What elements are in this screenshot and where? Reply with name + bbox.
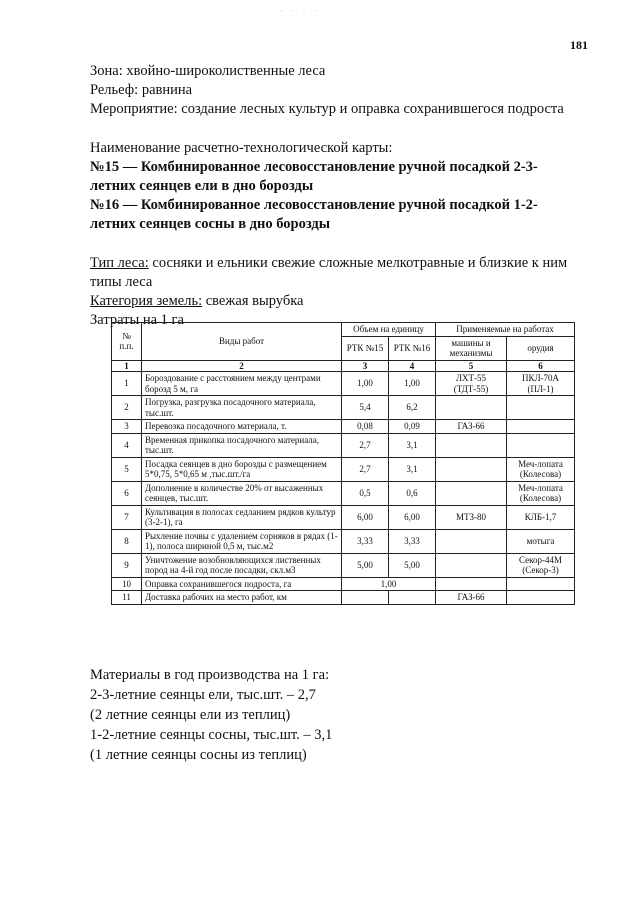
merged-volume-value: 1,00	[342, 577, 436, 591]
table-row	[112, 457, 575, 481]
machine	[436, 433, 507, 457]
work-name: Дополнение в количестве 20% от высаженных сеянцев, тыс.шт.	[142, 481, 342, 505]
work-name: Культивация в полосах седланием рядков культур (3-2-1), га	[142, 505, 342, 529]
col-number-header: № п.п.	[112, 323, 142, 361]
machine: ЛХТ-55 (ТДТ-55)	[436, 372, 507, 396]
machine	[436, 396, 507, 420]
index-cell: 4	[389, 360, 436, 372]
materials-line: 1-2-летние сеянцы сосны, тыс.шт. – 3,1	[90, 727, 333, 743]
works-table-wrapper	[111, 322, 574, 605]
row-number: 3	[112, 420, 142, 434]
index-cell: 3	[342, 360, 389, 372]
work-name: Перевозка посадочного материала, т.	[142, 420, 342, 434]
work-name: Посадка сеянцев в дно борозды с размещением 5*0,75, 5*0,65 м ,тыс.шт./га	[142, 457, 342, 481]
card16-line1: №16 — Комбинированное лесовосстановление ручной посадкой 1-2-	[90, 197, 538, 213]
row-number: 4	[112, 433, 142, 457]
table-row	[112, 529, 575, 553]
rtk16-value: 0,6	[389, 481, 436, 505]
work-name: Уничтожение возобновляющихся лиственных пород на 4-й год после посадки, скл.м3	[142, 553, 342, 577]
row-number: 8	[112, 529, 142, 553]
rtk15-value: 6,00	[342, 505, 389, 529]
machine	[436, 553, 507, 577]
row-number: 6	[112, 481, 142, 505]
work-name: Рыхление почвы с удалением сорняков в рядах (1-1), полоса шириной 0,5 м, тыс.м2	[142, 529, 342, 553]
machine: МТЗ-80	[436, 505, 507, 529]
tool: Секор-44М (Секор-3)	[507, 553, 575, 577]
index-cell: 6	[507, 360, 575, 372]
work-name: Оправка сохранившегося подроста, га	[142, 577, 342, 591]
col-tools-header: орудия	[507, 336, 575, 360]
table-row	[112, 372, 575, 396]
tool: ПКЛ-70А (ПЛ-1)	[507, 372, 575, 396]
tool	[507, 591, 575, 605]
col-rtk16-header: РТК №16	[389, 336, 436, 360]
rtk15-value: 2,7	[342, 457, 389, 481]
tool	[507, 577, 575, 591]
table-row	[112, 505, 575, 529]
table-row	[112, 396, 575, 420]
tool: Меч-лопата (Колесова)	[507, 457, 575, 481]
table-row	[112, 553, 575, 577]
index-cell: 1	[112, 360, 142, 372]
rtk16-value: 3,1	[389, 433, 436, 457]
rtk15-value: 2,7	[342, 433, 389, 457]
machine: ГАЗ-66	[436, 591, 507, 605]
forest-type-value: сосняки и ельники свежие сложные мелкотравные и близкие к ним	[148, 255, 568, 271]
rtk16-value: 6,00	[389, 505, 436, 529]
machine: ГАЗ-66	[436, 420, 507, 434]
table-row	[112, 481, 575, 505]
rtk15-value: 0,08	[342, 420, 389, 434]
col-volume-header: Объем на единицу	[342, 323, 436, 337]
row-number: 5	[112, 457, 142, 481]
work-name: Погрузка, разгрузка посадочного материала, тыс.шт.	[142, 396, 342, 420]
index-cell: 2	[142, 360, 342, 372]
rtk15-value: 0,5	[342, 481, 389, 505]
work-name: Бороздование с расстоянием между центрами борозд 5 м, га	[142, 372, 342, 396]
tool	[507, 433, 575, 457]
forest-type-line	[90, 254, 610, 273]
col-rtk15-header: РТК №15	[342, 336, 389, 360]
row-number: 1	[112, 372, 142, 396]
materials-line: (2 летние сеянцы ели из теплиц)	[90, 707, 291, 723]
materials-line: (1 летние сеянцы сосны из теплиц)	[90, 747, 307, 763]
row-number: 11	[112, 591, 142, 605]
scan-mark: · · · ·	[280, 6, 320, 16]
card15-line1: №15 — Комбинированное лесовосстановление ручной посадкой 2-3-	[90, 159, 538, 175]
materials-section	[90, 665, 332, 765]
land-category-line	[90, 292, 610, 311]
work-name: Временная прикопка посадочного материала, тыс.шт.	[142, 433, 342, 457]
row-number: 2	[112, 396, 142, 420]
row-number: 7	[112, 505, 142, 529]
col-works-header: Виды работ	[142, 323, 342, 361]
table-row	[112, 433, 575, 457]
rtk16-value: 0,09	[389, 420, 436, 434]
col-machines-header: машины и механизмы	[436, 336, 507, 360]
materials-title: Материалы в год производства на 1 га:	[90, 667, 330, 683]
table-row	[112, 577, 575, 591]
card16-line2: летних сеянцев сосны в дно борозды	[90, 216, 331, 232]
rtk15-value: 3,33	[342, 529, 389, 553]
tool	[507, 396, 575, 420]
relief-line: Рельеф: равнина	[90, 82, 193, 98]
page-number: 181	[570, 38, 588, 52]
col-applied-header: Применяемые на работах	[436, 323, 575, 337]
tool: мотыга	[507, 529, 575, 553]
card15-line2: летних сеянцев ели в дно борозды	[90, 178, 314, 194]
table-row	[112, 420, 575, 434]
tool: КЛБ-1,7	[507, 505, 575, 529]
document-header	[90, 62, 610, 330]
work-name: Доставка рабочих на место работ, км	[142, 591, 342, 605]
rtk15-value: 1,00	[342, 372, 389, 396]
zone-line: Зона: хвойно-широколиственные леса	[90, 63, 326, 79]
forest-type-label: Тип леса:	[90, 255, 149, 271]
costs-line: Затраты на 1 га	[90, 312, 184, 328]
machine	[436, 457, 507, 481]
rtk16-value: 5,00	[389, 553, 436, 577]
machine	[436, 481, 507, 505]
machine	[436, 577, 507, 591]
tool: Меч-лопата (Колесова)	[507, 481, 575, 505]
table-row	[112, 591, 575, 605]
tool	[507, 420, 575, 434]
card-title: Наименование расчетно-технологической карты:	[90, 140, 393, 156]
rtk16-value: 3,33	[389, 529, 436, 553]
forest-type-line2: типы леса	[90, 274, 153, 290]
column-index-row	[112, 360, 575, 372]
rtk16-value: 6,2	[389, 396, 436, 420]
materials-line: 2-3-летние сеянцы ели, тыс.шт. – 2,7	[90, 687, 316, 703]
land-category-label: Категория земель:	[90, 293, 203, 309]
rtk15-value: 5,4	[342, 396, 389, 420]
rtk15-value: 5,00	[342, 553, 389, 577]
row-number: 9	[112, 553, 142, 577]
rtk16-value	[389, 591, 436, 605]
rtk15-value	[342, 591, 389, 605]
activity-line: Мероприятие: создание лесных культур и оправка сохранившегося подроста	[90, 101, 564, 117]
rtk16-value: 3,1	[389, 457, 436, 481]
index-cell: 5	[436, 360, 507, 372]
works-table	[111, 322, 575, 605]
rtk16-value: 1,00	[389, 372, 436, 396]
land-category-value: свежая вырубка	[202, 293, 304, 309]
row-number: 10	[112, 577, 142, 591]
machine	[436, 529, 507, 553]
